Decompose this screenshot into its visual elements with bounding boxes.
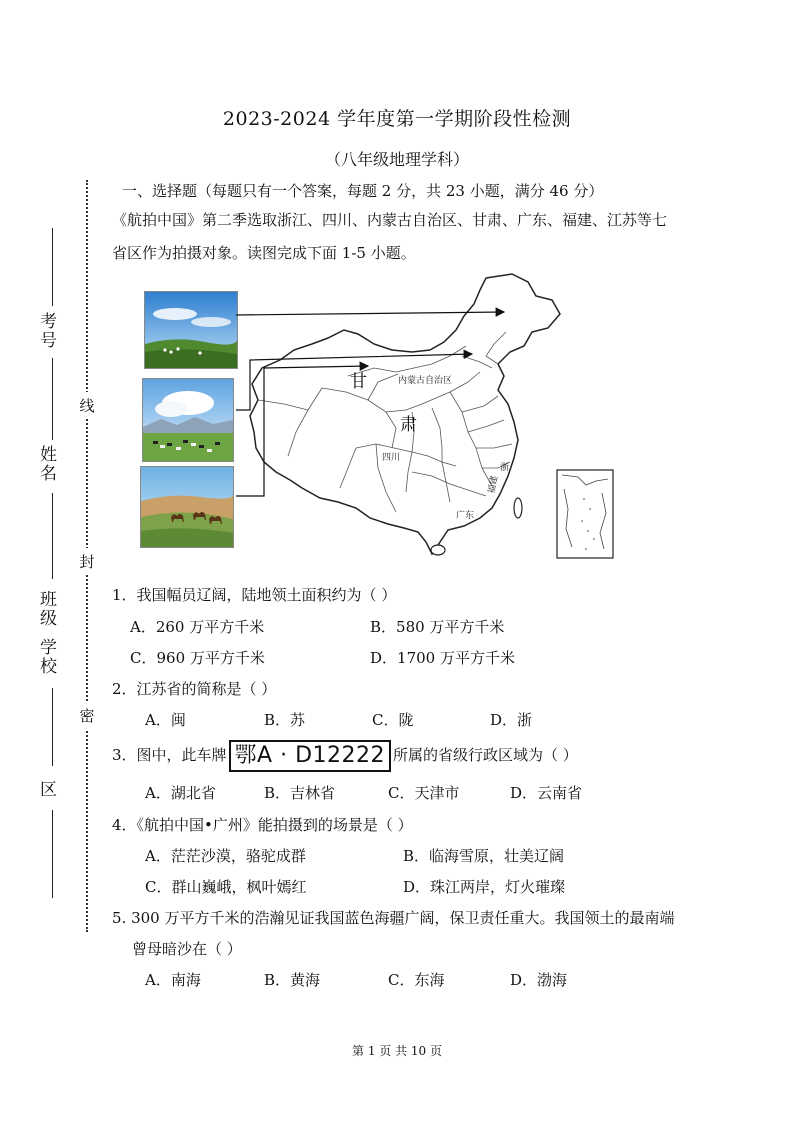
question-5-option-b[interactable]: B．黄海 <box>264 971 321 989</box>
class-label: 班级 <box>36 590 56 628</box>
question-2-option-b[interactable]: B．苏 <box>264 711 306 729</box>
question-2-option-c[interactable]: C．陇 <box>372 711 414 729</box>
page-number: 第 1 页 共 10 页 <box>352 1044 442 1058</box>
map-label-su: 肃 <box>400 415 417 435</box>
map-label-fujian: 福建 <box>487 475 501 495</box>
hainan-island <box>431 545 445 555</box>
district-fill-line <box>52 810 53 898</box>
question-4-option-b[interactable]: B．临海雪原，壮美辽阔 <box>403 847 565 865</box>
map-label-sichuan: 四川 <box>382 453 401 463</box>
intro-line-2: 省区作为拍摄对象。读图完成下面 1-5 小题。 <box>112 244 416 262</box>
south-china-sea-inset <box>556 469 614 559</box>
question-5-option-d[interactable]: D．渤海 <box>510 971 568 989</box>
map-label-gan: 甘 <box>350 372 367 392</box>
question-5-stem-line-1: 5. 300 万平方千米的浩瀚见证我国蓝色海疆广阔，保卫责任重大。我国领土的最南端 <box>112 909 675 927</box>
map-label-zhe: 浙 <box>500 463 510 473</box>
exam-title: 2023-2024 学年度第一学期阶段性检测 <box>222 108 572 130</box>
name-fill-line-bottom <box>52 493 53 579</box>
name-label: 姓名 <box>36 445 56 483</box>
name-fill-line-top <box>52 358 53 440</box>
binding-mark-seal: 封 <box>78 548 96 575</box>
exam-no-fill-line <box>52 228 53 306</box>
map-label-guangdong: 广东 <box>456 511 475 521</box>
question-4-option-a[interactable]: A．茫茫沙漠，骆驼成群 <box>145 847 306 865</box>
intro-line-1: 《航拍中国》第二季选取浙江、四川、内蒙古自治区、甘肃、广东、福建、江苏等七 <box>112 211 668 229</box>
desert-camel-photo <box>140 466 234 548</box>
binding-mark-line: 线 <box>78 392 96 419</box>
question-3-option-a[interactable]: A．湖北省 <box>145 784 216 802</box>
question-1-option-d[interactable]: D．1700 万平方千米 <box>370 649 515 667</box>
question-1-stem: 1．我国幅员辽阔，陆地领土面积约为（ ） <box>112 586 397 604</box>
question-3-stem <box>112 740 578 772</box>
section-heading: 一、选择题（每题只有一个答案，每题 2 分，共 23 小题，满分 46 分） <box>122 182 604 200</box>
question-4-stem: 4．《航拍中国•广州》能拍摄到的场景是（ ） <box>112 816 413 834</box>
question-3-stem-pre: 3．图中，此车牌 <box>112 746 227 764</box>
exam-subtitle: （八年级地理学科） <box>324 150 469 169</box>
district-label: 区 <box>36 780 56 799</box>
question-5-option-c[interactable]: C．东海 <box>388 971 445 989</box>
question-2-option-a[interactable]: A．闽 <box>145 711 186 729</box>
question-3-option-d[interactable]: D．云南省 <box>510 784 583 802</box>
map-label-neimenggu: 内蒙古自治区 <box>398 376 453 386</box>
china-outline <box>250 274 560 554</box>
exam-no-label: 考号 <box>36 312 56 350</box>
question-3-option-c[interactable]: C．天津市 <box>388 784 460 802</box>
question-4-option-c[interactable]: C．群山巍峨，枫叶嫣红 <box>145 878 307 896</box>
taiwan-island <box>514 498 522 518</box>
question-1-option-c[interactable]: C．960 万平方千米 <box>130 649 265 667</box>
license-plate: 鄂A · D12222 <box>229 740 391 772</box>
question-1-option-a[interactable]: A．260 万平方千米 <box>130 618 265 636</box>
china-map <box>236 272 590 564</box>
grazing-photo <box>142 378 234 462</box>
question-4-option-d[interactable]: D．珠江两岸，灯火璀璨 <box>403 878 566 896</box>
question-2-stem: 2．江苏省的简称是（ ） <box>112 680 277 698</box>
school-label: 学校 <box>36 638 56 676</box>
question-5-stem-line-2: 曾母暗沙在（ ） <box>132 940 242 958</box>
question-1-option-b[interactable]: B．580 万平方千米 <box>370 618 505 636</box>
school-fill-line <box>52 688 53 766</box>
question-3-stem-post: 所属的省级行政区域为（ ） <box>393 746 578 764</box>
binding-mark-secret: 密 <box>78 702 96 729</box>
question-2-option-d[interactable]: D．浙 <box>490 711 533 729</box>
question-3-option-b[interactable]: B．吉林省 <box>264 784 336 802</box>
question-5-option-a[interactable]: A．南海 <box>145 971 201 989</box>
grassland-photo <box>144 291 238 369</box>
